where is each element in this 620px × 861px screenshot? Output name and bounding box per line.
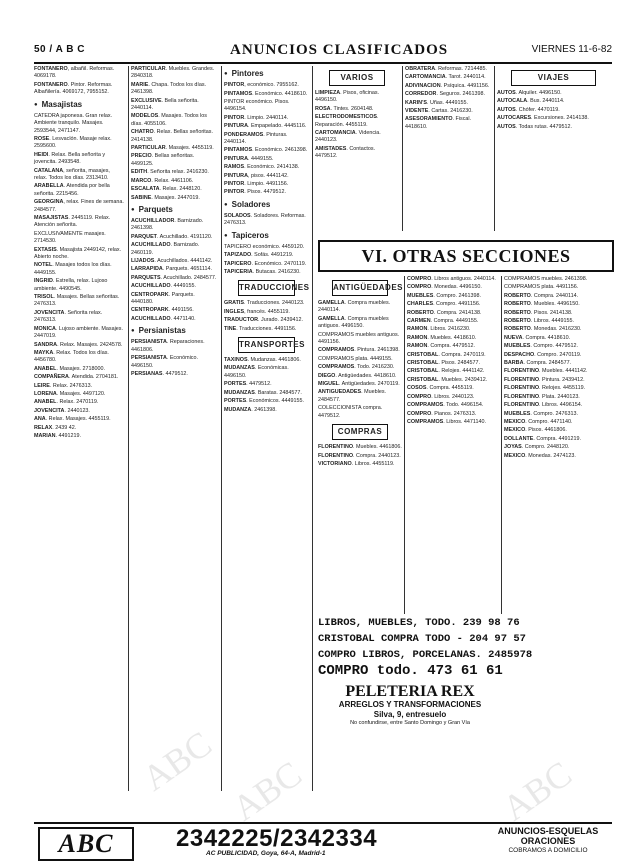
- classified-ad: PRECIO. Bellas señoritas. 4499125.: [131, 153, 195, 167]
- classified-ad: EXCLUSIVAMENTE masajes. 2714530.: [34, 230, 106, 245]
- compramos-list: [504, 276, 610, 460]
- classified-ad: MIGUEL. Antigüedades. 2470119.: [318, 381, 400, 388]
- classified-ad: LARRAPIDA. Parquets. 4651114.: [131, 266, 212, 273]
- classified-ad: NOTEL. Masajes todos los días. 4449155.: [34, 262, 112, 276]
- servicios-list: [405, 66, 491, 131]
- classified-ad: ROSA. Tintes. 2604148.: [315, 105, 374, 112]
- page-header: [34, 44, 612, 64]
- abc-watermark: ABC: [495, 753, 579, 829]
- classified-ad: COMPRO. Monedas. 4496150.: [407, 284, 482, 291]
- classified-ad: PINTURA. Empapelado. 4445116.: [224, 123, 307, 130]
- classified-ad: RAMON. Libros. 2416230.: [407, 326, 471, 333]
- classified-ad: FLORENTINO. Pintura. 2439412.: [504, 376, 585, 383]
- classified-ad: MEXICO. Pisos. 4461806.: [504, 427, 567, 434]
- classified-ad: HEIDI. Relax. Bella señorita y jovencita. 2493548.: [34, 151, 106, 166]
- classified-ad: PINTAMOS. Económico. 4418610.: [224, 90, 308, 97]
- classified-ad: PARQUETS. Acuchillado. 2484577.: [131, 274, 217, 281]
- classified-ad: SANDRA. Relax. Masajes. 2424578.: [34, 341, 123, 348]
- compras-list: [318, 444, 402, 468]
- esquelas-title: ANUNCIOS-ESQUELAS: [497, 826, 599, 836]
- classified-ad: INGRID. Estrella, relax. Lujoso ambiente. 4490545.: [34, 278, 108, 292]
- classified-ad: ROBERTO. Pisos. 2414138.: [504, 309, 573, 316]
- classified-ad: TRADUCTOR. Jurado. 2439412.: [224, 317, 304, 324]
- classified-ad: COMPRAMOS. Todo. 2416230.: [318, 364, 395, 371]
- classified-ad: AUTOS. Todas rutas. 4479512.: [497, 123, 573, 130]
- classified-ad: RAMON. Compra. 4479512.: [407, 343, 476, 350]
- classified-ad: ACUCHILLADO. Barnizado. 2460119.: [131, 242, 200, 256]
- classified-ad: PARQUET. Acuchillado. 4191120.: [131, 233, 213, 240]
- classified-ad: SOLADOS. Soladores. Reformas. 2476313.: [224, 212, 306, 227]
- classified-ad: FLORENTINO. Muebles. 4461806.: [318, 444, 402, 451]
- pintores-list: [224, 82, 309, 197]
- classified-ad: COMPRO. Pianos. 2476313.: [407, 410, 477, 417]
- classified-ad: ARABELLA. Atendida por bella señorita. 2215456.: [34, 183, 110, 197]
- classified-ad: MUDANZAS. Baratas. 2484577.: [224, 389, 302, 396]
- varios-heading: VARIOS: [329, 70, 385, 86]
- classified-ad: JOVENCITA. 2440123.: [34, 407, 90, 414]
- classified-ad: CENTROPARK. Parquets. 4440180.: [131, 291, 195, 306]
- column-compro: [407, 276, 499, 614]
- peleteria-note: No confundirse, entre Santo Domingo y Gran Vía: [350, 720, 470, 726]
- classified-ad: ADIVINACION. Psíquica. 4491156.: [405, 82, 490, 89]
- classified-ad: EXTASIS. Masajista 2449142, relax. Abierto noche.: [34, 246, 122, 261]
- esquelas-box: [486, 826, 610, 856]
- column-masajistas: [34, 66, 124, 791]
- persianistas-list: [131, 339, 217, 378]
- viajes-heading: VIAJES: [511, 70, 596, 86]
- classified-ad: GAMELLA. Compra muebles. 2440114.: [318, 300, 391, 314]
- classified-ad: PORTES. 4479512.: [224, 381, 272, 388]
- classified-ad: RAMOS. Económico. 2414138.: [224, 164, 300, 171]
- classified-ad: MARCO. Relax. 4461106.: [131, 177, 194, 184]
- classified-ad: CRISTOBAL. Muebles. 2439412.: [407, 376, 488, 383]
- classified-ad: FONTANERO. Pintor. Reformas. Albañilería. 4069172, 7955152.: [34, 81, 113, 96]
- classified-ad: ANTIGUEDADES. Muebles. 2484577.: [318, 389, 387, 403]
- classified-ad: ROBERTO. Compra. 2414138.: [407, 309, 482, 316]
- classified-ad: AUTOCARES. Excursiones. 2414138.: [497, 115, 589, 122]
- classified-ad: CORREDOR. Seguros. 2461398.: [405, 91, 486, 98]
- classified-ad: CARMEN. Compra. 4449155.: [407, 318, 479, 325]
- section-heading-pintores: ● Pintores: [224, 68, 309, 80]
- classified-ad: PINTOR, económico. 7955162.: [224, 82, 299, 89]
- classified-ad: LIMPIEZA. Pisos, oficinas. 4496150.: [315, 90, 380, 104]
- classified-ad: GRATIS. Traducciones. 2440123.: [224, 300, 305, 307]
- classified-ad: TRISOL. Masajes. Bellas señoritas. 2476313.: [34, 294, 120, 308]
- classified-ad: TAPICERIA. Butacas. 2416230.: [224, 269, 301, 276]
- column-pintores: [224, 66, 309, 791]
- classified-ad: COMPRAMOS muebles. 2461398.: [504, 276, 588, 282]
- classified-ad: CARTOMANCIA. Tarot. 2440114.: [405, 74, 486, 81]
- classified-ad: COMPRO. Libros antiguos. 2440114.: [407, 276, 496, 282]
- classified-ad: CRISTOBAL. Pisos. 2484577.: [407, 360, 481, 367]
- section-heading-masajistas: ● Masajistas: [34, 99, 124, 111]
- classified-ad: PINTOR. Limpio. 2440114.: [224, 114, 289, 121]
- viajes-list: [497, 90, 610, 131]
- classified-ad: PARTICULAR. Masajes. 4455119.: [131, 145, 214, 152]
- transportes-heading: TRANSPORTES: [238, 337, 295, 353]
- classified-ad: TAPICERO. Económico. 2470119.: [224, 260, 307, 267]
- classified-ad: MUEBLES. Compro. 2461398.: [407, 292, 482, 299]
- section-heading-persianistas: ● Persianistas: [131, 325, 217, 337]
- parquets-list: [131, 218, 217, 323]
- classified-ad: VIDENTE. Cartas. 2416230.: [405, 108, 473, 115]
- classified-ad: MARIAN. 4491219.: [34, 432, 82, 439]
- ad-peleteria-rex: [318, 683, 502, 725]
- classified-ad: COMPRAMOS plata. 4449155.: [318, 355, 393, 362]
- column-rule: [404, 276, 405, 614]
- tapiceros-list: [224, 244, 309, 277]
- classified-ad: FLORENTINO. Relojes. 4455119.: [504, 385, 586, 392]
- classified-ad: COMPAÑERA. Atendida. 2704181.: [34, 374, 119, 381]
- classified-ad: PERSIANISTA. Reparaciones. 4461806.: [131, 339, 205, 353]
- classified-ad: ANABEL. Relax. 2470119.: [34, 399, 99, 406]
- classified-ad: MAYKA. Relax. Todos los días. 4456780.: [34, 349, 109, 364]
- classified-ad: PINTURA. 4449155.: [224, 155, 274, 162]
- column-varios: [315, 66, 399, 231]
- esquelas-subtitle: ORACIONES: [520, 836, 576, 846]
- classified-ad: KARIN'S. Uñas. 4449155.: [405, 99, 469, 106]
- peleteria-subtitle: ARREGLOS Y TRANSFORMACIONES: [338, 700, 482, 709]
- classified-ad: DIEGO. Antigüedades. 4418610.: [318, 372, 397, 379]
- classified-ad: MUDANZA. 2461398.: [224, 406, 277, 413]
- classified-ad: FLORENTINO. Libros. 4496154.: [504, 402, 583, 409]
- column-antiguedades: [318, 276, 402, 614]
- classified-ad: COMPRAMOS. Libros. 4471140.: [407, 418, 487, 425]
- classified-ad: DOLLANTE. Compra. 4491219.: [504, 435, 582, 442]
- column-compramos: [504, 276, 610, 808]
- ad-cristobal: CRISTOBAL COMPRA TODO - 204 97 57: [318, 633, 526, 645]
- classified-ad: PARTICULAR. Muebles. Grandes. 2840318.: [131, 66, 215, 80]
- classified-ad: AMISTADES. Contactos. 4479512.: [315, 145, 376, 160]
- classified-ad: NUEVA. Compra. 4418610.: [504, 334, 571, 341]
- classified-ad: VICTORIANO. Libros. 4455119.: [318, 460, 395, 467]
- classified-ad: TAPICERO económico. 4459120.: [224, 243, 305, 250]
- classified-ad: MARIE. Chapa. Todos los días. 2461398.: [131, 81, 207, 96]
- classified-ad: PERSIANISTA. Económico. 4496150.: [131, 355, 199, 369]
- classified-ad: CATEDRA japonesa. Gran relax. Ambiente tranquilo. Masajes. 2593544, 2471147.: [34, 112, 113, 134]
- ad-libros-muebles: LIBROS, MUEBLES, TODO. 239 98 76: [318, 617, 520, 629]
- classified-ad: ROBERTO. Muebles. 4496150.: [504, 301, 580, 308]
- classified-ad: AUTOS. Alquiler. 4496150.: [497, 90, 562, 96]
- classified-ad: ROSE. Lesvaclón. Masaje relax. 2595600.: [34, 135, 112, 150]
- column-servicios: [405, 66, 491, 231]
- classified-ad: ROBERTO. Libros. 4449155.: [504, 318, 575, 325]
- column-rule: [501, 276, 502, 614]
- classified-ad: JOVENCITA. Señorita relax. 2476313.: [34, 309, 103, 324]
- column-rule: [402, 66, 403, 231]
- abc-agency-address: AC PUBLICIDAD, Goya, 64-A, Madrid-1: [206, 850, 326, 857]
- antiguedades-list: [318, 300, 402, 420]
- section-heading-parquets: ● Parquets: [131, 204, 217, 216]
- classified-ad: PINTAMOS. Económico. 2461398.: [224, 147, 308, 154]
- abc-advertising-bar: [34, 822, 612, 860]
- classified-ad: CATALANA, señorita, masajes, relax. Todos los días. 2313410.: [34, 167, 110, 181]
- classified-ad: RAMON. Muebles. 4418610.: [407, 334, 477, 341]
- classified-ad: ASESORAMIENTO. Fiscal. 4418610.: [405, 116, 472, 130]
- antiguedades-heading: ANTIGÜEDADES: [332, 280, 388, 296]
- page-title: ANUNCIOS CLASIFICADOS: [230, 42, 449, 58]
- ad-compro-libros: COMPRO LIBROS, PORCELANAS. 2485978: [318, 649, 533, 661]
- abc-phone-number: 2342225/2342334: [176, 825, 378, 852]
- classified-ad: INGLES, francés. 4455119.: [224, 308, 290, 315]
- classified-ad: COMPRAMOS. Pintura. 2461398.: [318, 347, 400, 354]
- classified-ad: CRISTOBAL. Relojes. 4441142.: [407, 368, 485, 375]
- classified-ad: LEIRE. Relax. 2476313.: [34, 382, 93, 389]
- compro-list: [407, 276, 499, 426]
- classified-ad: RELAX. 2439 42.: [34, 424, 77, 431]
- classified-ad: CHATRO. Relax. Bellas señoritas. 2414138.: [131, 129, 213, 143]
- classified-ad: COLECCIONISTA compra. 4479512.: [318, 405, 383, 419]
- classified-ad: MUEBLES. Compro. 2476313.: [504, 410, 579, 417]
- classified-ad: ANABEL. Masajes. 2718000.: [34, 365, 106, 372]
- classified-ad: COMPRAMOS muebles antiguos. 4491156.: [318, 331, 400, 346]
- classified-ad: DESPACHO. Compro. 2470119.: [504, 351, 582, 358]
- abc-watermark: ABC: [135, 723, 219, 799]
- classified-ad: FLORENTINO. Plata. 2440123.: [504, 393, 580, 400]
- classified-ad: PORTES. Económicos. 4449155.: [224, 398, 305, 405]
- classified-ad: EXCLUSIVE. Bella señorita. 2440114.: [131, 97, 199, 112]
- classified-ad: AUTOCALA. Bus. 2440114.: [497, 98, 565, 105]
- classified-ad: AUTOS. Chófer. 4470119.: [497, 106, 560, 113]
- classified-ad: PINTOR. Pisos. 4479512.: [224, 189, 286, 196]
- classified-ad: COMPRAMOS. Todo. 4496154.: [407, 402, 484, 409]
- traducciones-heading: TRADUCCIONES: [238, 280, 295, 296]
- classified-ad: SABINE. Masajes. 2447019.: [131, 194, 200, 201]
- classified-ad: FLORENTINO. Compra. 2440123.: [318, 452, 401, 459]
- classified-ad: CENTROPARK. 4491156.: [131, 307, 194, 314]
- classified-ad: CARTOMANCIA. Videncia. 2440123.: [315, 130, 381, 144]
- classified-ad: ANA. Relax. Masajes. 4455119.: [34, 416, 111, 423]
- classified-ad: COMPRO. Libros. 2440123.: [407, 393, 475, 400]
- classified-ad: COMPRAMOS plata. 4491156.: [504, 284, 579, 291]
- varios-list: [315, 90, 399, 161]
- classified-ad: PERSIANAS. 4479512.: [131, 371, 188, 378]
- classified-ad: PONDERAMOS. Pinturas. 2440114.: [224, 131, 288, 145]
- column-rule: [494, 66, 495, 231]
- particular-list: [131, 66, 217, 202]
- classified-ad: MODELOS. Masajes. Todos los días. 4055106.: [131, 113, 208, 127]
- classified-ad: MUEBLES. Compro. 4479512.: [504, 343, 579, 350]
- classified-ad: GEORGINA, relax. Fines de semana. 2484577.: [34, 199, 124, 213]
- classified-ad: MUDANZAS. Económicas. 4496150.: [224, 365, 289, 379]
- classified-ad: EDITH. Señorita relax. 2416230.: [131, 169, 209, 176]
- esquelas-note: COBRAMOS A DOMICILIO: [508, 847, 588, 854]
- column-viajes: [497, 66, 610, 231]
- page-date: VIERNES 11-6-82: [531, 44, 612, 55]
- classified-ad: ACUCHILLADO. 4471140.: [131, 315, 196, 322]
- soladores-list: [224, 213, 309, 228]
- classified-ad: ROBERTO. Compra. 2440114.: [504, 292, 579, 299]
- classified-ad: COSOS. Compra. 4455119.: [407, 385, 474, 392]
- traducciones-list: [224, 300, 309, 333]
- classified-ad: LIJADOS. Acuchillados. 4441142.: [131, 258, 213, 265]
- classified-ad: ESCALATA. Relax. 2448120.: [131, 186, 202, 193]
- ad-compro-todo: COMPRO todo. 473 61 61: [318, 663, 503, 679]
- intro-list: [34, 66, 124, 97]
- column-rule: [221, 66, 222, 791]
- classified-ad: MASAJISTAS. 2445119. Relax. Atención señorita.: [34, 215, 111, 229]
- classified-ad: ROBERTO. Monedas. 2416230.: [504, 326, 582, 333]
- column-rule: [128, 66, 129, 791]
- classified-ad: CHARLES. Compro. 4491156.: [407, 301, 481, 308]
- classified-ad: BARBA. Compra. 2484577.: [504, 360, 572, 367]
- classified-ad: MONICA. Lujoso ambiente. Masajes. 2447019.: [34, 325, 123, 340]
- column-rule: [312, 66, 313, 791]
- abc-logo: ABC: [38, 827, 134, 861]
- classified-ad: JOYAS. Compro. 2448120.: [504, 444, 570, 451]
- classified-ad: MEXICO. Monedas. 2474123.: [504, 452, 576, 459]
- compras-heading: COMPRAS: [332, 424, 388, 440]
- peleteria-name: PELETERIA REX: [345, 683, 475, 700]
- classified-ad: LORENA. Masajes. 4497120.: [34, 390, 106, 397]
- classified-ad: FONTANERO, albañil. Reformas. 4069178.: [34, 66, 115, 80]
- classified-ad: TINE. Traducciones. 4491156.: [224, 325, 297, 332]
- classified-ad: TAPIZADO. Sofás. 4491219.: [224, 252, 294, 259]
- column-particular: [131, 66, 217, 791]
- classified-ad: TAXINOS. Mudanzas. 4461806.: [224, 357, 301, 364]
- abc-watermark: ABC: [225, 753, 309, 829]
- classified-ad: PINTURA, pisos. 4441142.: [224, 172, 289, 179]
- classified-ad: PINTOR económico. Pisos. 4496154.: [224, 98, 290, 113]
- classified-ad: FLORENTINO. Muebles. 4441142.: [504, 368, 588, 375]
- classified-ad: MEXICO. Compro. 4471140.: [504, 418, 573, 425]
- classified-ad: ACUCHILLADO. 4449155.: [131, 283, 197, 290]
- classified-ad: ACUCHILLADOR. Barnizado. 2461398.: [131, 218, 204, 232]
- masajistas-list: [34, 113, 124, 441]
- otras-secciones-title: VI. OTRAS SECCIONES: [318, 240, 614, 272]
- classified-ad: GAMELLA. Compra muebles antiguos. 4496150.: [318, 315, 389, 330]
- section-heading-tapiceros: ● Tapiceros: [224, 230, 309, 242]
- classified-ad: PINTOR. Limpio. 4491156.: [224, 180, 289, 187]
- section-heading-soladores: ● Soladores: [224, 199, 309, 211]
- page-label: 50 / A B C: [34, 44, 85, 55]
- transportes-list: [224, 357, 309, 414]
- classified-ad: ELECTRODOMESTICOS. Reparación. 4455119.: [315, 114, 379, 128]
- peleteria-address: Silva, 9, entresuelo: [373, 710, 447, 719]
- classified-ad: OBRATERA. Reformas. 7214485.: [405, 66, 487, 72]
- classified-ad: CRISTOBAL. Compra. 2470119.: [407, 351, 486, 358]
